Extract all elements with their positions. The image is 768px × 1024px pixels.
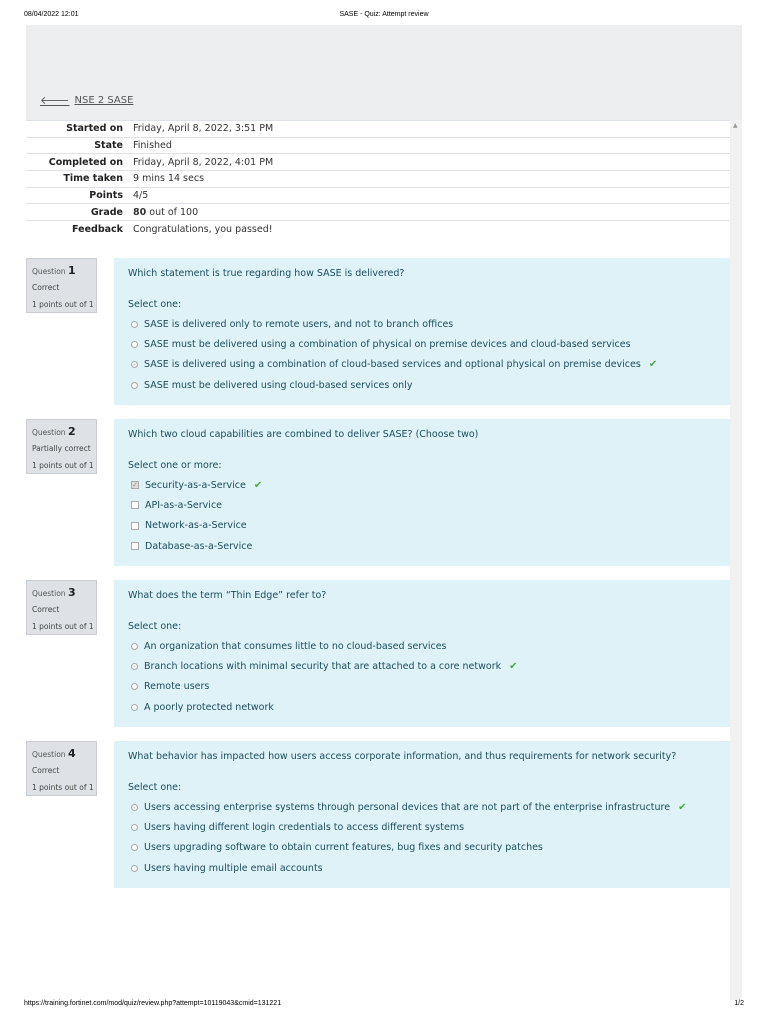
breadcrumb-back-link[interactable]: [40, 93, 133, 107]
summary-label: Points: [89, 190, 123, 202]
question-text: What behavior has impacted how users access corporate information, and thus requirements for network security?: [128, 751, 677, 762]
summary-value: Congratulations, you passed!: [133, 223, 273, 235]
answer-text: SASE is delivered only to remote users, and not to branch offices: [144, 318, 454, 330]
summary-value: Friday, April 8, 2022, 4:01 PM: [133, 156, 274, 168]
summary-label: Time taken: [63, 173, 123, 185]
question-grade: 1 points out of 1: [32, 461, 94, 470]
answer-text: Security-as-a-Service: [145, 479, 246, 491]
summary-value: Finished: [133, 140, 172, 152]
question-info: [26, 580, 97, 635]
answer-text: Network-as-a-Service: [145, 520, 247, 532]
question-text: What does the term “Thin Edge” refer to?: [128, 590, 327, 601]
answer-text: Database-as-a-Service: [145, 540, 253, 552]
scrollbar[interactable]: [730, 120, 742, 1000]
answer-option[interactable]: [128, 797, 716, 817]
answer-text: Users accessing enterprise systems through personal devices that are not part of the enterprise infrastructure: [144, 801, 671, 813]
question-info: [26, 258, 97, 313]
answer-prompt: Select one:: [128, 299, 182, 310]
answer-option[interactable]: [128, 677, 716, 697]
attempt-summary-table: [26, 120, 730, 237]
arrow-left-icon: 🡐: [40, 94, 70, 107]
question-number: [32, 747, 96, 760]
question-state: Correct: [32, 283, 60, 292]
answer-text: SASE must be delivered using cloud-based services only: [144, 379, 413, 391]
scroll-up-icon[interactable]: ▲: [733, 122, 738, 129]
question-label: Question: [32, 267, 66, 276]
answer-text: A poorly protected network: [144, 701, 274, 713]
answer-option[interactable]: [128, 636, 716, 656]
summary-row: [26, 221, 730, 238]
answer-checkbox[interactable]: [131, 501, 139, 509]
question-number: [32, 586, 96, 599]
summary-value-bold: 80: [133, 206, 147, 218]
answer-text: Users upgrading software to obtain current features, bug fixes and security patches: [144, 842, 543, 854]
answer-text: Branch locations with minimal security that are attached to a core network: [144, 660, 502, 672]
print-page-number: 1/2: [734, 1000, 744, 1007]
answer-radio[interactable]: [131, 382, 138, 389]
answer-option[interactable]: [128, 817, 716, 837]
answer-radio[interactable]: [131, 804, 138, 811]
answer-checkbox[interactable]: [131, 542, 139, 550]
summary-label: Feedback: [72, 223, 123, 235]
answer-option[interactable]: [128, 536, 716, 556]
answer-prompt: Select one:: [128, 621, 182, 632]
question-number: [32, 425, 96, 438]
question-label: Question: [32, 589, 66, 598]
question-text: Which statement is true regarding how SASE is delivered?: [128, 268, 405, 279]
answer-text: Remote users: [144, 681, 210, 693]
question-grade: 1 points out of 1: [32, 300, 94, 309]
answer-option[interactable]: [128, 355, 716, 375]
summary-row: [26, 121, 730, 138]
question-number: [32, 264, 96, 277]
question-body: [114, 580, 730, 727]
correct-check-icon: ✔: [648, 359, 658, 371]
correct-check-icon: ✔: [253, 479, 263, 491]
question-info: [26, 741, 97, 796]
print-header: [24, 11, 744, 21]
summary-value: [133, 204, 730, 221]
summary-row: [26, 137, 730, 154]
question-label: Question: [32, 750, 66, 759]
answer-radio[interactable]: [131, 361, 138, 368]
answer-radio[interactable]: [131, 683, 138, 690]
question-body: [114, 741, 730, 888]
question-label: Question: [32, 428, 66, 437]
answer-radio[interactable]: [131, 844, 138, 851]
answer-checkbox[interactable]: ✓: [132, 481, 138, 490]
summary-label: State: [94, 140, 123, 152]
answer-option[interactable]: [128, 475, 716, 495]
page-banner: [26, 25, 742, 120]
summary-row: [26, 154, 730, 171]
answer-option[interactable]: [128, 334, 716, 354]
summary-value-rest: out of 100: [146, 206, 199, 218]
correct-check-icon: ✔: [678, 801, 687, 813]
question-number-value: 3: [67, 586, 76, 599]
question-state: Correct: [32, 766, 60, 775]
answer-option[interactable]: [128, 656, 716, 676]
answer-text: Users having multiple email accounts: [144, 862, 323, 874]
summary-label: Completed on: [48, 156, 123, 168]
answer-radio[interactable]: [131, 663, 138, 670]
answer-option[interactable]: [128, 838, 716, 858]
question-info: [26, 419, 97, 474]
print-footer: [24, 1000, 744, 1010]
answer-text: API-as-a-Service: [145, 499, 223, 511]
question-number-value: 2: [67, 425, 76, 438]
question-body: [114, 258, 730, 405]
answer-radio[interactable]: [131, 341, 138, 348]
question-grade: 1 points out of 1: [32, 783, 94, 792]
question-number-value: 4: [67, 747, 76, 760]
summary-value: Friday, April 8, 2022, 3:51 PM: [133, 123, 274, 135]
answer-option[interactable]: [128, 858, 716, 878]
summary-row: [26, 187, 730, 204]
answer-radio[interactable]: [131, 704, 138, 711]
question-number-value: 1: [67, 264, 76, 277]
answer-text: SASE must be delivered using a combination of physical on premise devices and cloud-based services: [144, 338, 631, 350]
answer-prompt: Select one or more:: [128, 460, 222, 471]
summary-row: [26, 171, 730, 188]
summary-label: Started on: [66, 123, 123, 135]
answer-option[interactable]: [128, 314, 716, 334]
answer-radio[interactable]: [131, 865, 138, 872]
print-date: 08/04/2022 12:01: [24, 11, 79, 18]
answer-radio[interactable]: [131, 321, 138, 328]
question-text: Which two cloud capabilities are combined to deliver SASE? (Choose two): [128, 429, 479, 440]
question-state: Correct: [32, 605, 60, 614]
answer-option[interactable]: [128, 516, 716, 536]
question-state: Partially correct: [32, 444, 91, 453]
answer-text: SASE is delivered using a combination of cloud-based services and optional physical on premise devices: [144, 359, 641, 371]
question-grade: 1 points out of 1: [32, 622, 94, 631]
summary-value: 4/5: [133, 190, 149, 202]
page-content: [26, 25, 742, 1000]
correct-check-icon: ✔: [509, 660, 518, 672]
summary-value: 9 mins 14 secs: [133, 173, 205, 185]
answer-option[interactable]: [128, 697, 716, 717]
answer-option[interactable]: [128, 495, 716, 515]
print-title: SASE - Quiz: Attempt review: [339, 11, 429, 18]
answer-prompt: Select one:: [128, 782, 182, 793]
answer-option[interactable]: [128, 375, 716, 395]
answer-radio[interactable]: [131, 824, 138, 831]
question-body: [114, 419, 730, 566]
answer-checkbox[interactable]: [131, 522, 139, 530]
answer-text: An organization that consumes little to no cloud-based services: [144, 640, 447, 652]
answer-text: Users having different login credentials to access different systems: [144, 821, 465, 833]
course-link-label[interactable]: NSE 2 SASE: [74, 94, 134, 106]
summary-label: Grade: [90, 206, 123, 218]
summary-row: [26, 204, 730, 221]
answer-radio[interactable]: [131, 643, 138, 650]
print-url: https://training.fortinet.com/mod/quiz/review.php?attempt=10119043&cmid=131221: [24, 1000, 282, 1007]
